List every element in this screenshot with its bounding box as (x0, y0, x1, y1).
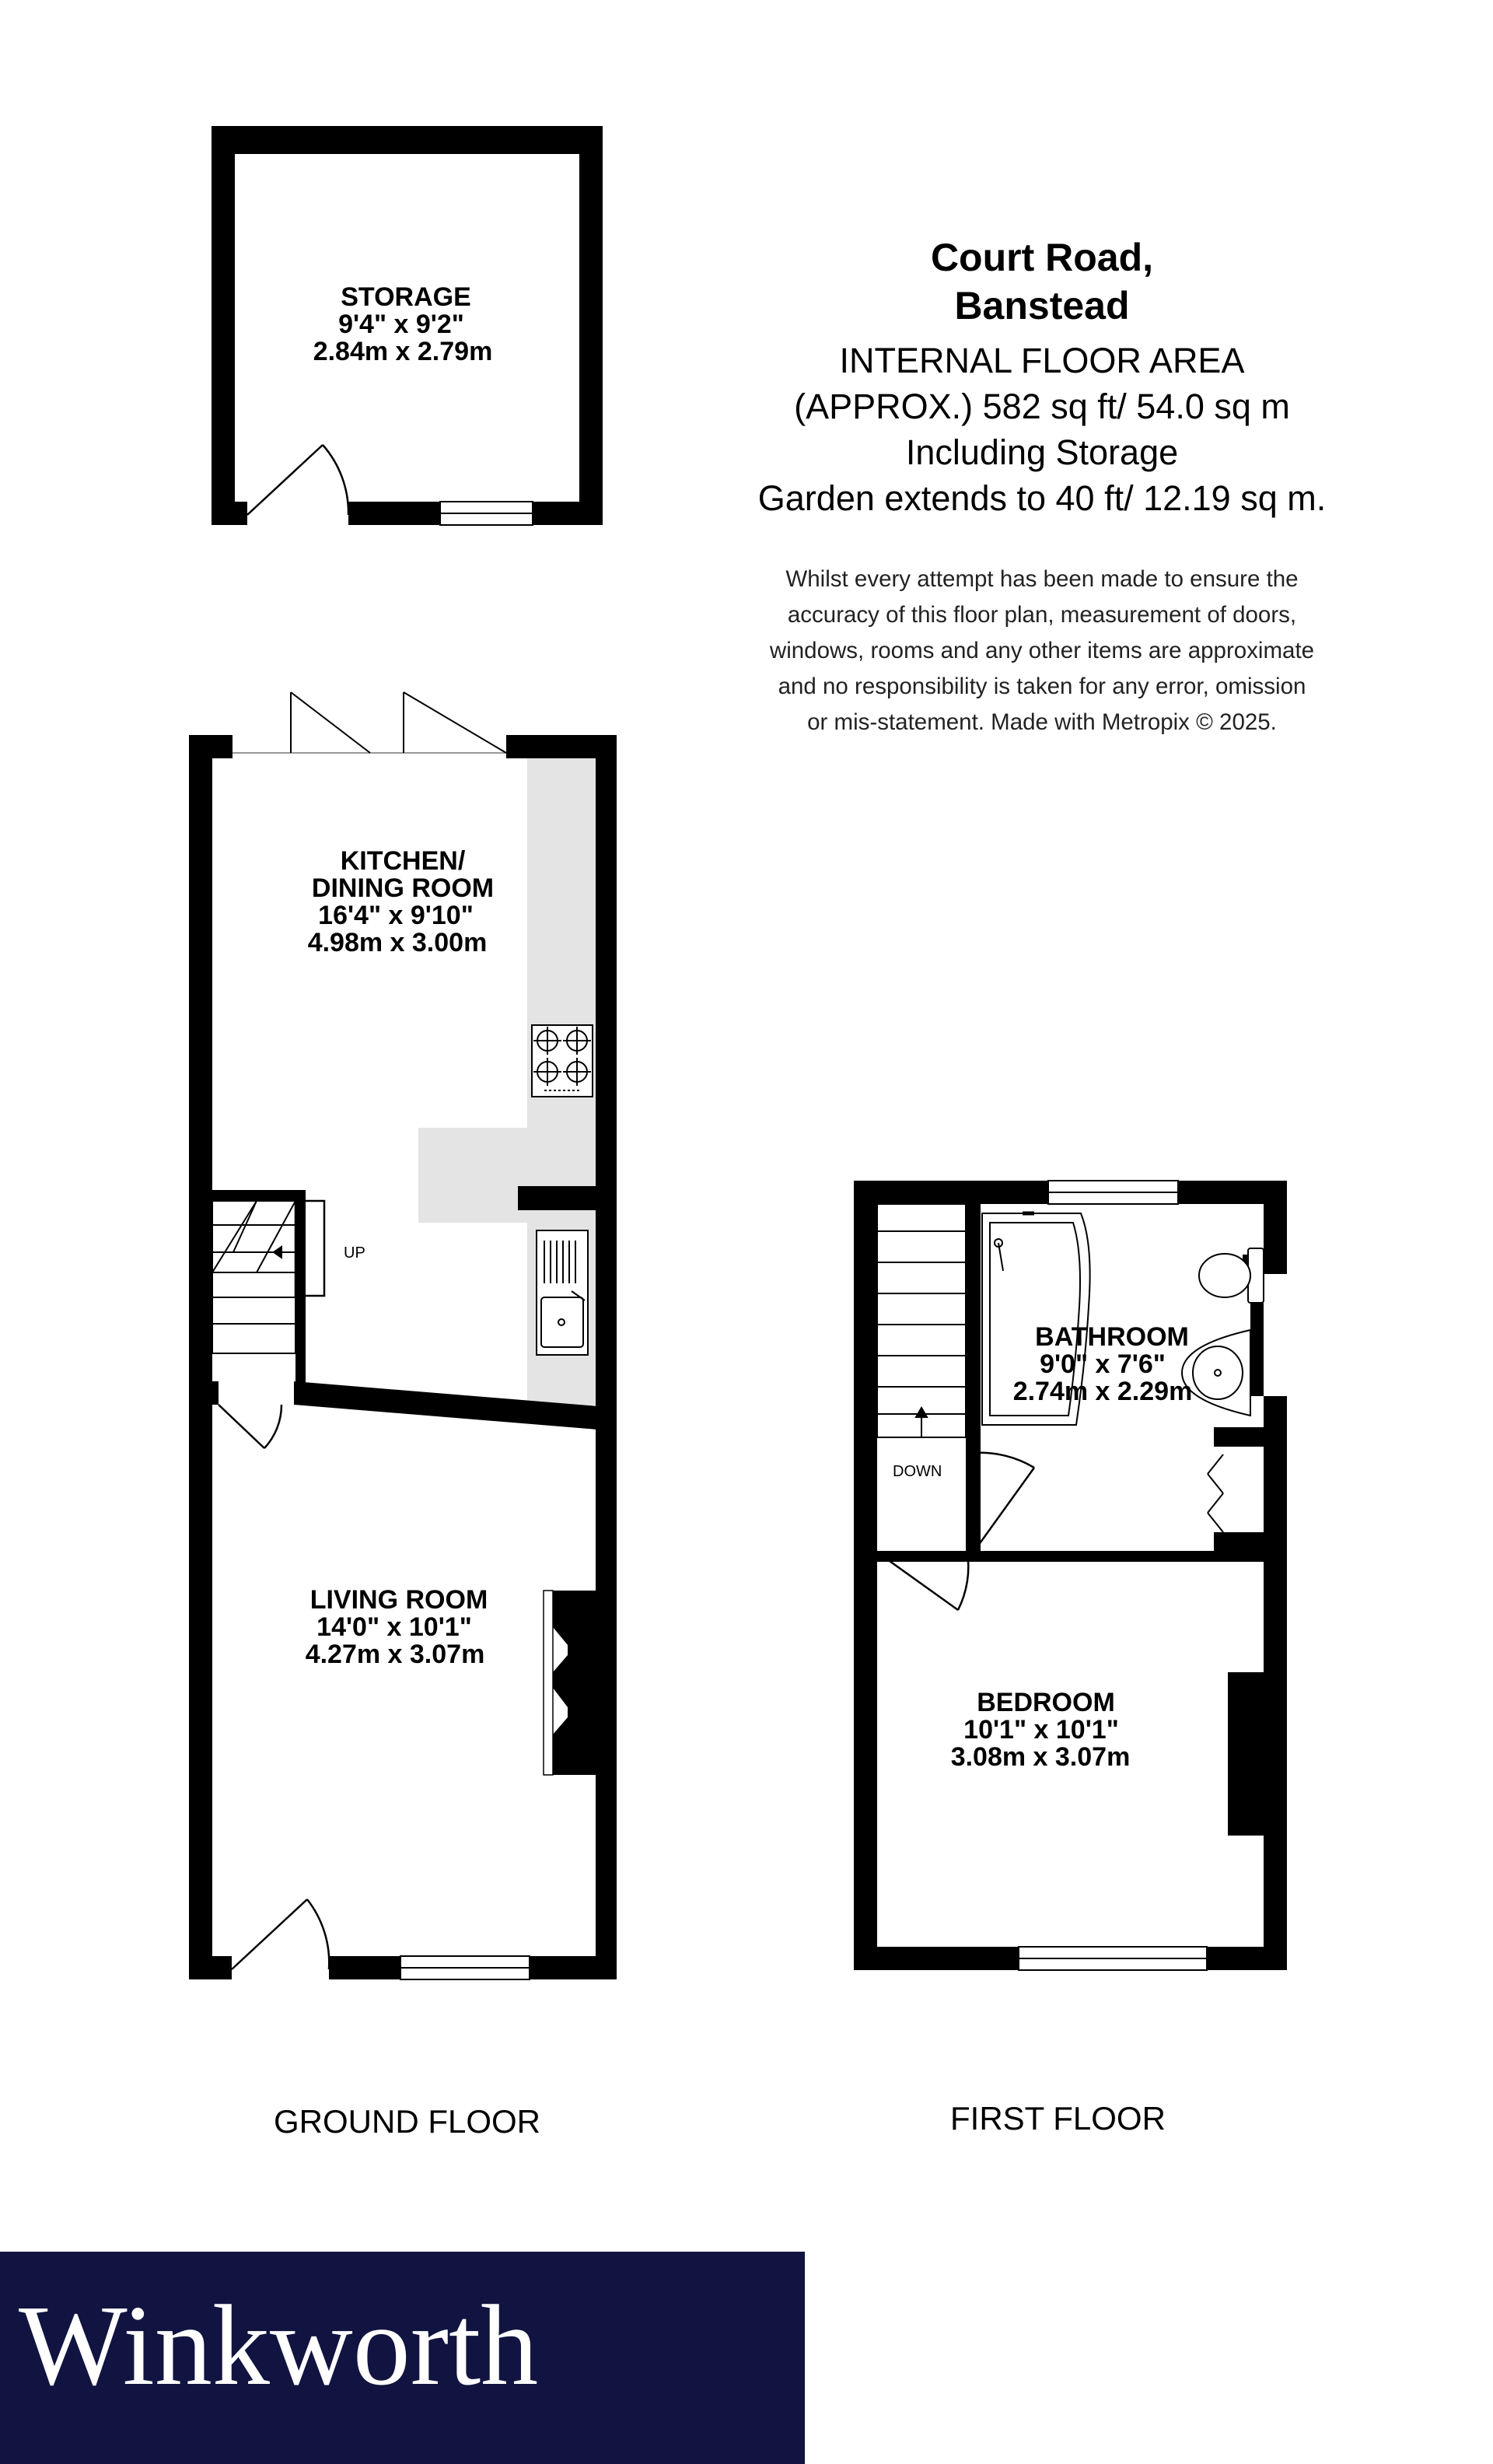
bathroom-imperial: 9'0" x 7'6" (1040, 1349, 1166, 1379)
storage-plan (212, 126, 603, 525)
address-line-2: Banstead (954, 284, 1130, 327)
disclaimer-line: or mis-statement. Made with Metropix © 2025. (807, 709, 1277, 735)
kitchen-metric: 4.98m x 3.00m (307, 928, 488, 957)
stairs-up-label: UP (344, 1244, 365, 1262)
living-room-window (400, 1956, 530, 1979)
first-floor-plan (854, 1181, 1287, 1970)
area-line-3: Including Storage (905, 432, 1179, 472)
bedroom-metric: 3.08m x 3.07m (950, 1742, 1131, 1772)
ground-floor-plan (189, 692, 617, 1979)
brand-banner (0, 2252, 805, 2464)
storage-imperial: 9'4" x 9'2" (338, 310, 464, 339)
bedroom-imperial: 10'1" x 10'1" (963, 1715, 1119, 1745)
stairs-down-label: DOWN (893, 1463, 942, 1480)
kitchen-name-1: KITCHEN/ (340, 846, 466, 876)
toilet-icon (1199, 1248, 1264, 1303)
disclaimer (731, 562, 1353, 740)
front-door (232, 1899, 329, 1969)
kitchen-name-2: DINING ROOM (311, 873, 495, 903)
first-floor-title: FIRST FLOOR (950, 2100, 1166, 2137)
fireplace-hearth (544, 1591, 553, 1775)
living-room-label (306, 1585, 488, 1669)
bathroom-window (1048, 1181, 1178, 1204)
living-room-imperial: 14'0" x 10'1" (316, 1612, 472, 1642)
sink-icon (537, 1230, 588, 1355)
bedroom-label (951, 1688, 1131, 1772)
storage-name: STORAGE (341, 282, 471, 312)
bifold-doors (233, 692, 506, 753)
storage-label (313, 282, 493, 366)
brand-logo: Winkworth (19, 2282, 539, 2410)
bathroom-label (1013, 1322, 1193, 1406)
disclaimer-line: Whilst every attempt has been made to ensure the (785, 566, 1299, 592)
first-floor-stairs (877, 1204, 966, 1437)
hob-icon (532, 1025, 593, 1097)
cupboard-door (1208, 1454, 1223, 1532)
bathroom-metric: 2.74m x 2.29m (1012, 1377, 1193, 1406)
ground-floor-title: GROUND FLOOR (274, 2103, 541, 2140)
storage-metric: 2.84m x 2.79m (313, 337, 493, 366)
area-line-1: INTERNAL FLOOR AREA (839, 341, 1245, 380)
bathroom-name: BATHROOM (1035, 1322, 1189, 1352)
bedroom-name: BEDROOM (977, 1688, 1115, 1717)
disclaimer-line: accuracy of this floor plan, measurement of doors, (787, 602, 1297, 628)
disclaimer-line: windows, rooms and any other items are approximate (769, 638, 1315, 663)
ground-floor-stairs (212, 1201, 324, 1353)
storage-door (247, 445, 348, 515)
bathroom-door (974, 1453, 1034, 1551)
kitchen-imperial: 16'4" x 9'10" (318, 901, 474, 930)
disclaimer-line: and no responsibility is taken for any error, omission (778, 674, 1306, 699)
area-line-2: (APPROX.) 582 sq ft/ 54.0 sq m (794, 387, 1290, 426)
kitchen-label (308, 846, 494, 957)
address-line-1: Court Road, (930, 236, 1154, 279)
living-room-door (219, 1405, 281, 1448)
storage-window (440, 502, 533, 525)
area-line-4: Garden extends to 40 ft/ 12.19 sq m. (757, 478, 1327, 518)
property-address (731, 233, 1353, 330)
floor-area-summary (731, 338, 1353, 521)
bedroom-window (1019, 1947, 1207, 1970)
living-room-metric: 4.27m x 3.07m (305, 1640, 485, 1669)
living-room-name: LIVING ROOM (309, 1585, 488, 1615)
